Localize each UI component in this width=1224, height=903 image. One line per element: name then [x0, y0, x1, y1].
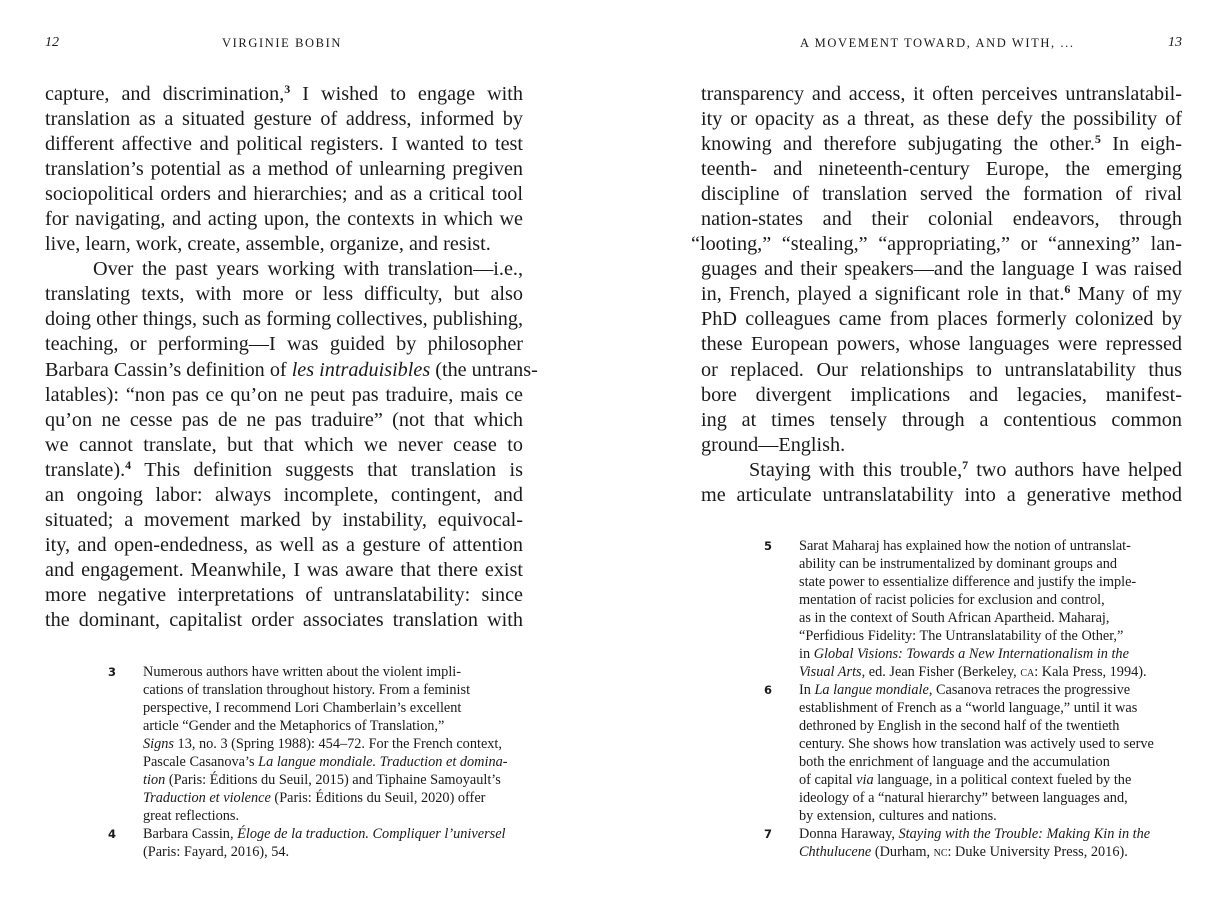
text-run: “looting,” “stealing,” “appropriating,” or “annexing” lan- [691, 233, 1182, 256]
italic-text: Éloge de la traduction. Compliquer l’universel [237, 826, 506, 842]
footnote-line [764, 681, 1174, 699]
text-run: state power to essentialize difference and justify the imple- [799, 574, 1137, 590]
text-run: article “Gender and the Metaphorics of Translation,” [143, 718, 445, 734]
text-run: great reflections. [143, 808, 240, 824]
italic-text: les intraduisibles [291, 358, 431, 381]
text-run: different affective and political registers. I wanted to test [45, 133, 523, 156]
text-line [45, 558, 523, 583]
italic-text: Chthulucene [799, 844, 872, 860]
footnote [108, 663, 508, 825]
text-line [45, 107, 523, 132]
text-line [45, 433, 523, 458]
text-run: sociopolitical orders and hierarchies; and as a critical tool [45, 183, 523, 206]
text-run: cations of translation throughout history. From a feminist [143, 682, 471, 698]
text-run: knowing and therefore subjugating the other. [701, 133, 1095, 156]
footnote-line [108, 681, 480, 699]
footnote-number: 3 [108, 665, 117, 679]
text-run: an ongoing labor: always incomplete, contingent, and [45, 483, 523, 506]
footnote-line [108, 825, 506, 843]
text-line [45, 332, 523, 357]
text-run: situated; a movement marked by instability, equivocal- [45, 508, 523, 531]
text-run: live, learn, work, create, assemble, organize, and resist. [45, 233, 491, 256]
text-run: teenth- and nineteenth-century Europe, the emerging [701, 158, 1182, 181]
text-run: ity, and open-endedness, as well as a gesture of attention [45, 533, 523, 556]
text-line [45, 483, 523, 508]
footnote-reference: 4 [125, 457, 132, 472]
text-run: establishment of French as a “world language,” until it was [799, 700, 1138, 716]
text-line [45, 182, 523, 207]
text-line [701, 433, 1182, 458]
text-run: : Duke University Press, 2016). [947, 844, 1128, 860]
text-run: I wished to engage with [290, 83, 523, 105]
text-run: perspective, I recommend Lori Chamberlain’s excellent [143, 700, 462, 716]
footnotes [764, 537, 1174, 861]
text-run: the dominant, capitalist order associates translation with [45, 608, 523, 631]
footnote [764, 825, 1174, 861]
text-line [701, 107, 1182, 132]
footnote-line [764, 717, 1174, 735]
footnote-reference: 3 [284, 82, 291, 96]
footnote-reference: 7 [962, 457, 969, 472]
text-run: Over the past years working with translation—i.e., [93, 258, 523, 281]
text-line [701, 157, 1182, 182]
text-line [45, 358, 538, 383]
text-line [701, 483, 1182, 508]
text-line [701, 257, 1182, 282]
text-run: Sarat Maharaj has explained how the notion of untranslat- [799, 538, 1131, 554]
text-run: guages and their speakers—and the language I was raised [701, 258, 1182, 281]
footnote-number: 7 [764, 827, 773, 841]
footnote [764, 537, 1174, 681]
footnote-line [764, 609, 1174, 627]
small-caps-text: ca [1020, 664, 1035, 680]
text-line [45, 157, 523, 182]
text-line [701, 408, 1182, 433]
text-run: Staying with this trouble, [749, 458, 963, 481]
text-run: (Paris: Éditions du Seuil, 2015) and Tiphaine Samoyault’s [165, 772, 501, 788]
footnote [764, 681, 1174, 825]
footnote-line [764, 537, 1174, 555]
text-line [45, 132, 523, 157]
footnote-line [108, 789, 486, 807]
italic-text: via [856, 772, 874, 788]
text-run: (Paris: Éditions du Seuil, 2020) offer [270, 790, 486, 806]
footnote-line [764, 663, 1174, 681]
footnote-reference: 5 [1094, 132, 1101, 147]
text-run: more negative interpretations of untranslatability: since [45, 583, 523, 606]
footnote-line [764, 699, 1174, 717]
footnote-line [764, 789, 1174, 807]
text-run: Pascale Casanova’s [143, 754, 259, 770]
footnotes [108, 663, 508, 861]
footnote-line [108, 735, 502, 753]
small-caps-text: nc [933, 844, 948, 860]
text-run: transparency and access, it often perceives untranslatabil- [701, 83, 1182, 105]
italic-text: Signs [143, 736, 174, 752]
text-run: century. She shows how translation was actively used to serve [799, 736, 1154, 752]
text-run: me articulate untranslatability into a generative method [701, 483, 1182, 506]
text-run: This definition suggests that translation is [131, 458, 523, 481]
text-run: discipline of translation served the formation of rival [701, 183, 1182, 206]
text-run: latables): “non pas ce qu’on ne peut pas traduire, mais ce [45, 383, 523, 406]
text-run: , Casanova retraces the progressive [928, 682, 1131, 698]
text-run: both the enrichment of language and the accumulation [799, 754, 1110, 770]
text-line [701, 282, 1182, 307]
text-line [701, 82, 1182, 107]
text-line [701, 132, 1182, 157]
footnote-line [764, 771, 1174, 789]
body-text [45, 82, 538, 633]
text-line [45, 257, 523, 282]
text-run: two authors have helped [968, 458, 1182, 481]
text-run: ideology of a “natural hierarchy” between languages and, [799, 790, 1128, 806]
text-run: teaching, or performing—I was guided by philosopher [45, 333, 523, 356]
text-run: In eigh- [1100, 133, 1182, 156]
italic-text: La langue mondiale [814, 682, 929, 698]
italic-text: La langue mondiale. Traduction et domina- [258, 754, 508, 770]
text-line [45, 533, 523, 558]
footnote-line [764, 825, 1174, 843]
text-run: (Paris: Fayard, 2016), 54. [143, 844, 290, 860]
footnote-line [764, 627, 1174, 645]
text-run: mentation of racist policies for exclusion and control, [799, 592, 1105, 608]
text-run: translation as a situated gesture of address, informed by [45, 108, 523, 131]
running-head: VIRGINIE BOBIN [222, 36, 342, 50]
text-run: PhD colleagues came from places formerly colonized by [701, 308, 1182, 331]
text-line [701, 458, 1182, 483]
italic-text: tion [143, 772, 166, 788]
text-run: for navigating, and acting upon, the contexts in which we [45, 208, 523, 231]
footnote-line [764, 591, 1174, 609]
text-run: Donna Haraway, [799, 826, 899, 842]
text-line [45, 408, 523, 433]
text-line [701, 358, 1182, 383]
text-run: Numerous authors have written about the violent impli- [143, 664, 462, 680]
text-line [701, 332, 1182, 357]
text-line [45, 383, 523, 408]
text-run: bore divergent implications and legacies, manifest- [701, 383, 1182, 406]
text-run: translation’s potential as a method of unlearning pregiven [45, 158, 523, 181]
text-run: nation-states and their colonial endeavors, through [701, 208, 1182, 231]
footnote-line [108, 843, 480, 861]
text-run: (the untrans- [430, 358, 538, 381]
body-text [691, 82, 1182, 508]
text-run: doing other things, such as forming collectives, publishing, [45, 308, 523, 331]
text-line [701, 307, 1182, 332]
text-run: as in the context of South African Apartheid. Maharaj, [799, 610, 1110, 626]
text-run: , ed. Jean Fisher (Berkeley, [861, 664, 1021, 680]
text-run: ity or opacity as a threat, as these defy the possibility of [701, 108, 1182, 131]
text-line [45, 583, 523, 608]
footnote-line [764, 807, 1174, 825]
text-line [45, 458, 523, 483]
footnote-line [764, 573, 1174, 591]
footnote-number: 5 [764, 539, 773, 553]
text-line [45, 82, 523, 107]
italic-text: Staying with the Trouble: Making Kin in the [898, 826, 1151, 842]
text-run: In [799, 682, 815, 698]
text-run: and engagement. Meanwhile, I was aware that there exist [45, 558, 523, 581]
footnote-reference: 6 [1064, 282, 1071, 297]
footnote-line [108, 717, 480, 735]
footnote-line [764, 645, 1174, 663]
italic-text: Traduction et violence [143, 790, 271, 806]
footnote-line [764, 753, 1174, 771]
text-line [45, 232, 523, 257]
text-run: qu’on ne cesse pas de ne pas traduire” (not that which [45, 408, 523, 431]
text-run: in, French, played a significant role in that. [701, 283, 1065, 306]
footnote-line [108, 771, 501, 789]
text-run: Many of my [1070, 283, 1182, 306]
text-run: translating texts, with more or less difficulty, but also [45, 283, 523, 306]
text-run: these European powers, whose languages were repressed [701, 333, 1182, 356]
text-run: in [799, 646, 814, 662]
text-run: ground—English. [701, 433, 846, 456]
text-line [691, 232, 1182, 257]
text-line [45, 307, 523, 332]
text-run: of capital [799, 772, 857, 788]
text-run: we cannot translate, but that which we never cease to [45, 433, 523, 456]
text-run: (Durham, [871, 844, 934, 860]
text-line [45, 508, 523, 533]
footnote [108, 825, 506, 861]
footnote-line [764, 555, 1174, 573]
text-run: ability can be instrumentalized by dominant groups and [799, 556, 1118, 572]
text-run: dethroned by English in the second half of the twentieth [799, 718, 1120, 734]
text-run: ing at times tensely through a contentious common [701, 408, 1182, 431]
footnote-line [108, 807, 480, 825]
running-head: A MOVEMENT TOWARD, AND WITH, ... [800, 36, 1075, 50]
footnote-line [108, 699, 480, 717]
text-line [701, 182, 1182, 207]
italic-text: Visual Arts [799, 664, 862, 680]
text-line [701, 207, 1182, 232]
footnote-line [108, 663, 480, 681]
page-number: 12 [45, 35, 59, 50]
text-run: translate). [45, 458, 126, 481]
text-run: Barbara Cassin, [143, 826, 238, 842]
text-run: capture, and discrimination, [45, 83, 285, 105]
text-run: or replaced. Our relationships to untranslatability thus [701, 358, 1182, 381]
footnote-line [108, 753, 508, 771]
footnote-line [764, 735, 1174, 753]
page-number: 13 [1168, 35, 1182, 50]
text-run: Barbara Cassin’s definition of [45, 358, 292, 381]
text-run: : Kala Press, 1994). [1034, 664, 1147, 680]
text-line [45, 207, 523, 232]
text-line [45, 608, 523, 633]
footnote-line [764, 843, 1174, 861]
footnote-number: 6 [764, 683, 773, 697]
text-run: 13, no. 3 (Spring 1988): 454–72. For the French context, [173, 736, 502, 752]
italic-text: Global Visions: Towards a New Internationalism in the [813, 646, 1129, 662]
text-line [45, 282, 523, 307]
text-line [701, 383, 1182, 408]
text-run: “Perfidious Fidelity: The Untranslatability of the Other,” [799, 628, 1124, 644]
text-run: by extension, cultures and nations. [799, 808, 997, 824]
footnote-number: 4 [108, 827, 117, 841]
text-run: language, in a political context fueled by the [873, 772, 1132, 788]
